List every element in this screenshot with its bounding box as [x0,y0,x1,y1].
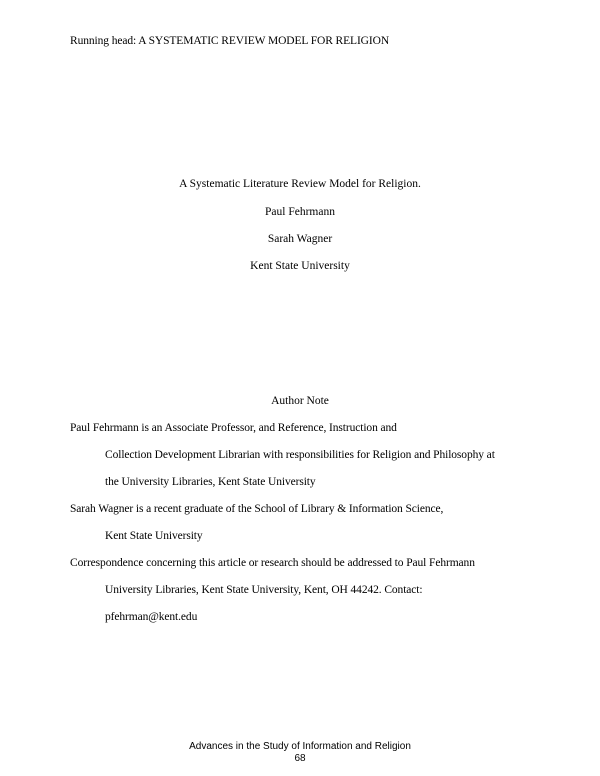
author-note-line: Kent State University [105,530,203,542]
author-note-line: Correspondence concerning this article or research should be addressed to Paul Fehrmann [70,557,475,569]
footer-journal-name: Advances in the Study of Information and Religion [189,741,411,752]
contact-email: pfehrman@kent.edu [105,611,198,623]
author-note-line: Paul Fehrmann is an Associate Professor, and Reference, Instruction and [70,422,397,434]
author-note-line: University Libraries, Kent State University, Kent, OH 44242. Contact: [105,584,423,596]
running-head: Running head: A SYSTEMATIC REVIEW MODEL FOR RELIGION [70,35,390,47]
author-name-1: Paul Fehrmann [265,206,335,218]
footer-page-number: 68 [294,753,306,764]
author-note-line: Sarah Wagner is a recent graduate of the School of Library & Information Science, [70,503,444,515]
paper-title: A Systematic Literature Review Model for Religion. [179,178,421,190]
institution: Kent State University [250,260,350,272]
author-note-line: the University Libraries, Kent State University [105,476,316,488]
author-note-line: Collection Development Librarian with responsibilities for Religion and Philosophy at [105,449,495,461]
author-note-heading: Author Note [271,395,329,407]
author-name-2: Sarah Wagner [267,233,333,245]
